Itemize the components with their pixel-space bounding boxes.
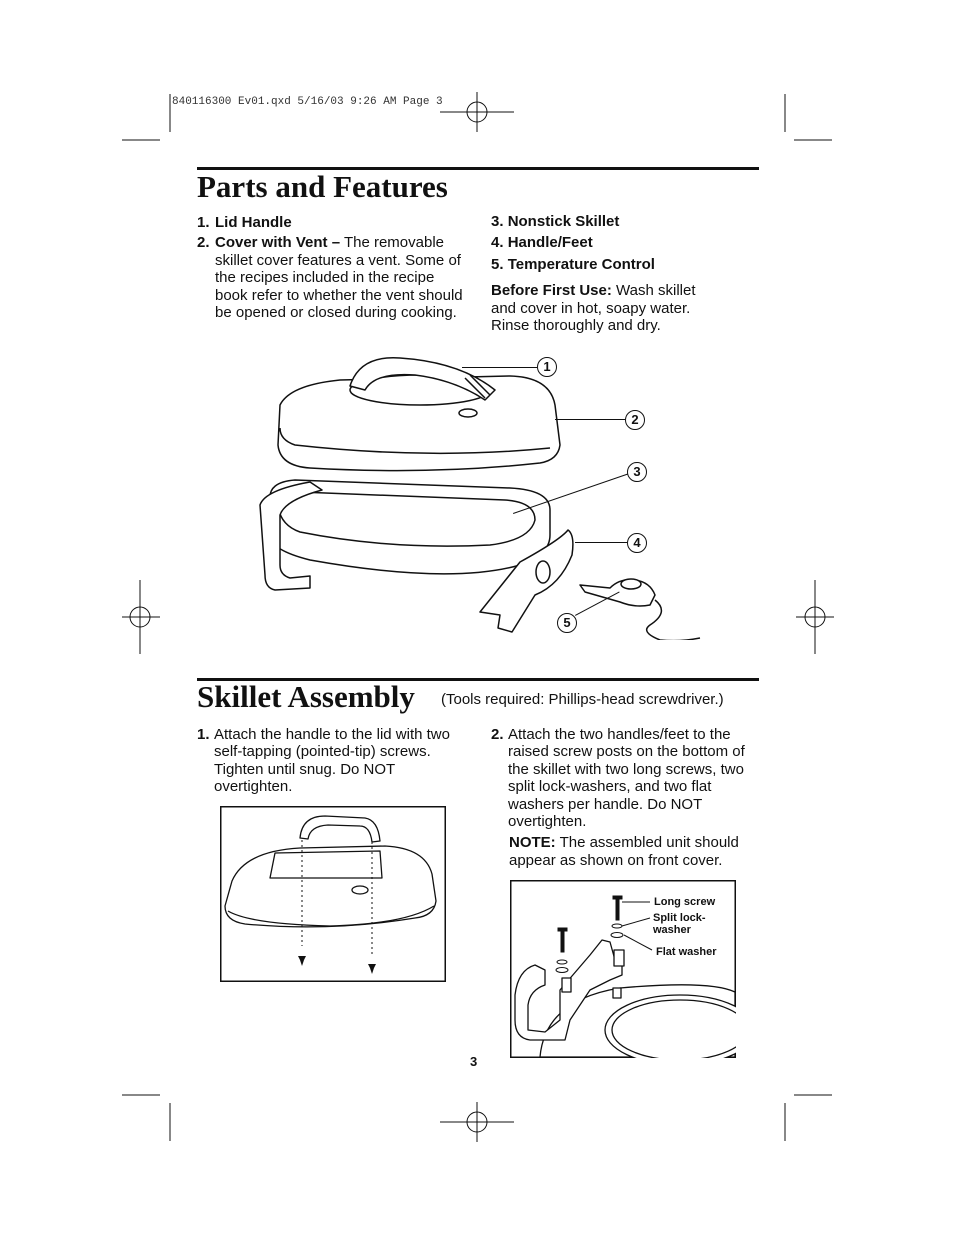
assembly-note: NOTE: The assembled unit should appear as shown on front cover.: [509, 834, 739, 869]
leader-line-4: [575, 542, 627, 543]
part-item-2: 2. Cover with Vent – The removable skillet cover features a vent. Some of the recipes included in the recipe book refer to whether the vent should be opened or closed during cooking.: [197, 234, 463, 322]
assembly-step-2: 2. Attach the two handles/feet to the raised screw posts on the bottom of the skillet with two long screws, two split lock-washers, and two flat washers per handle. Do NOT overtighten. NOTE: The assembled unit should appear as shown on front cover.: [491, 726, 747, 869]
page-number: 3: [470, 1054, 478, 1069]
parts-list-left: [197, 214, 469, 324]
skillet-illustration: [250, 350, 710, 640]
file-slug: 840116300 Ev01.qxd 5/16/03 9:26 AM Page 3: [172, 96, 443, 108]
callout-5: 5: [557, 613, 577, 633]
parts-title: Parts and Features: [197, 169, 448, 204]
tools-required: (Tools required: Phillips-head screwdriver.): [441, 691, 724, 708]
part-item-5: 5. Temperature Control: [491, 255, 655, 273]
part-item-1: 1. Lid Handle: [197, 214, 292, 231]
lid-assembly-diagram: [220, 806, 446, 982]
label-flat-washer: Flat washer: [656, 946, 717, 958]
part-item-4: 4. Handle/Feet: [491, 234, 593, 252]
callout-1: 1: [537, 357, 557, 377]
assembly-step-1: 1. Attach the handle to the lid with two self-tapping (pointed-tip) screws. Tighten until snug. Do NOT overtighten.: [197, 726, 450, 796]
assembly-title: Skillet Assembly: [197, 679, 415, 714]
before-first-use: Before First Use: Wash skillet and cover in hot, soapy water. Rinse thoroughly and dry.: [491, 282, 696, 335]
leader-line-2: [555, 419, 625, 420]
callout-3: 3: [627, 462, 647, 482]
part-item-3: 3. Nonstick Skillet: [491, 213, 620, 230]
leader-line-1: [462, 367, 537, 368]
parts-list-right: [491, 213, 706, 334]
callout-4: 4: [627, 533, 647, 553]
label-split-lock-washer: Split lock- washer: [653, 912, 706, 936]
callout-2: 2: [625, 410, 645, 430]
label-long-screw: Long screw: [654, 896, 716, 908]
